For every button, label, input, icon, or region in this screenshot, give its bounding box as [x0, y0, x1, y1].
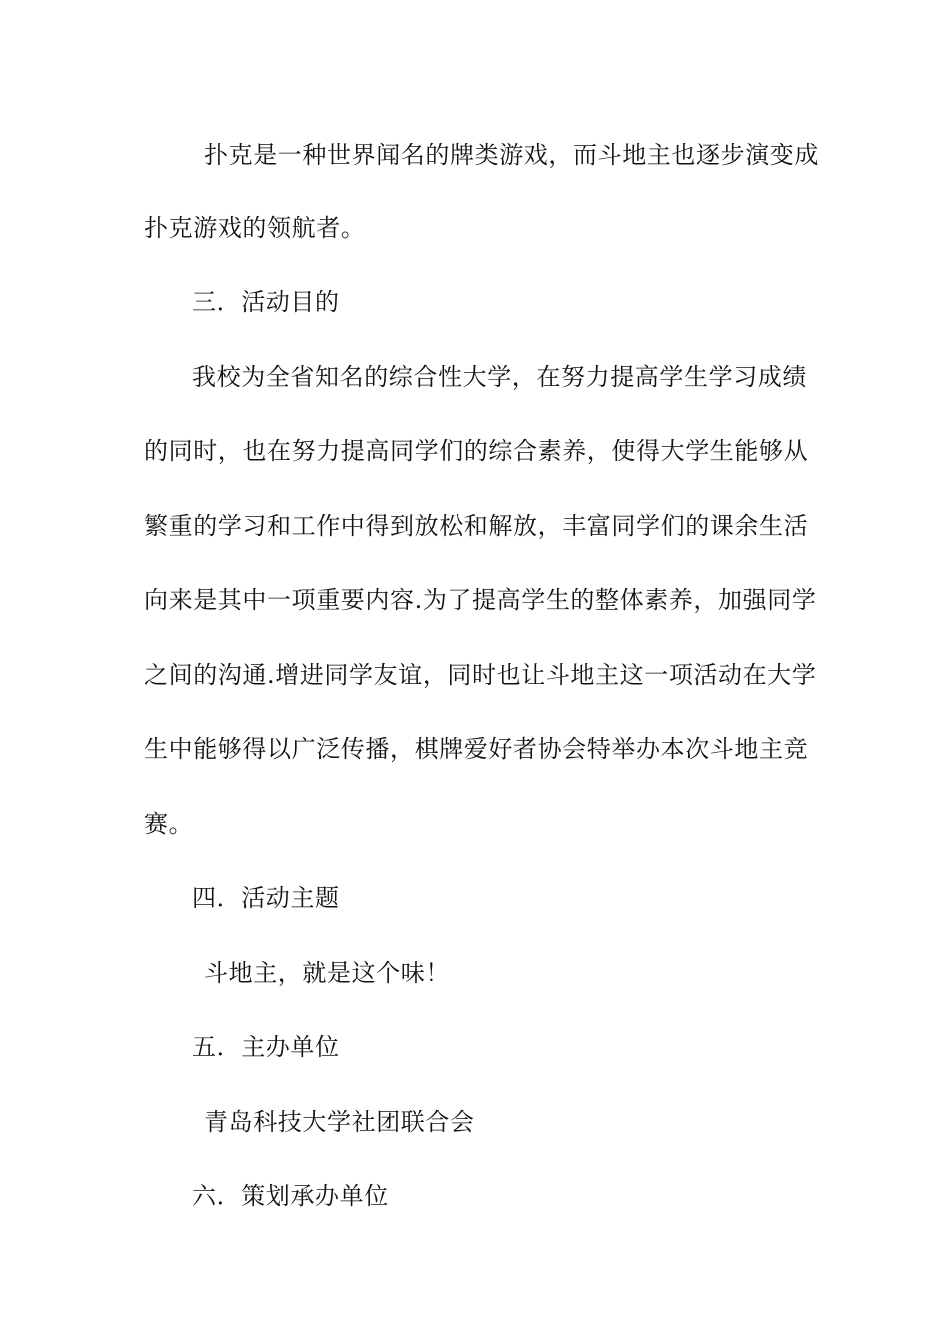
section-3-paragraph-line-3: 繁重的学习和工作中得到放松和解放，丰富同学们的课余生活 — [144, 512, 809, 540]
section-5-body: 青岛科技大学社团联合会 — [204, 1108, 475, 1136]
section-3-paragraph-line-2: 的同时，也在努力提高同学们的综合素养，使得大学生能够从 — [144, 437, 809, 465]
section-4-heading: 四．活动主题 — [192, 884, 340, 912]
intro-paragraph-line-1: 扑克是一种世界闻名的牌类游戏，而斗地主也逐步演变成 — [204, 141, 819, 169]
section-3-heading: 三．活动目的 — [192, 288, 340, 316]
section-4-body: 斗地主，就是这个味！ — [204, 959, 450, 987]
section-5-heading: 五．主办单位 — [192, 1033, 340, 1061]
intro-paragraph-line-2: 扑克游戏的领航者。 — [144, 214, 366, 242]
section-3-paragraph-line-7: 赛。 — [144, 810, 194, 838]
section-3-paragraph-line-1: 我校为全省知名的综合性大学，在努力提高学生学习成绩 — [192, 363, 807, 391]
section-6-heading: 六．策划承办单位 — [192, 1182, 389, 1210]
section-3-paragraph-line-6: 生中能够得以广泛传播，棋牌爱好者协会特举办本次斗地主竞 — [144, 735, 809, 763]
section-3-paragraph-line-5: 之间的沟通.增进同学友谊，同时也让斗地主这一项活动在大学 — [144, 661, 817, 689]
section-3-paragraph-line-4: 向来是其中一项重要内容.为了提高学生的整体素养，加强同学 — [144, 586, 817, 614]
